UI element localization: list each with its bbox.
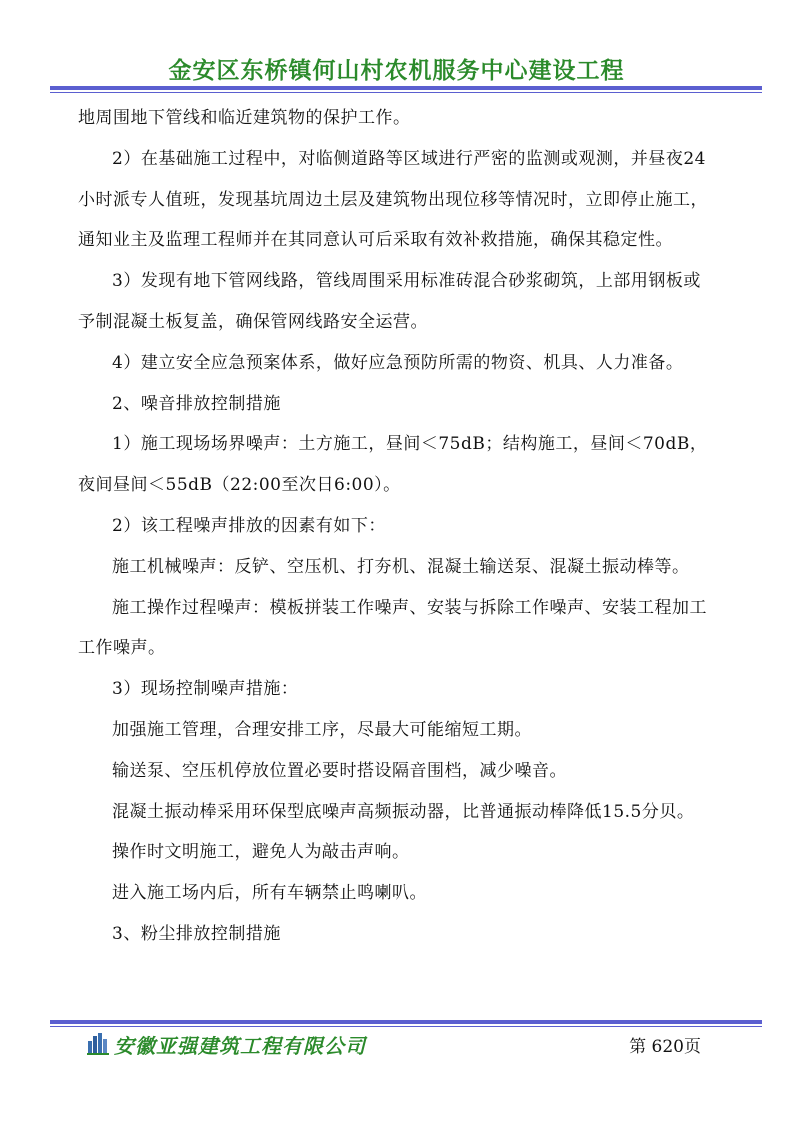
footer-rule-thick <box>50 1020 762 1024</box>
paragraph: 2）该工程噪声排放的因素有如下： <box>112 515 386 536</box>
body-text <box>78 98 718 955</box>
paragraph: 混凝土振动棒采用环保型底噪声高频振动器，比普通振动棒降低15.5分贝。 <box>112 801 695 822</box>
paragraph: 4）建立安全应急预案体系，做好应急预防所需的物资、机具、人力准备。 <box>112 352 684 373</box>
section-heading: 3、粉尘排放控制措施 <box>112 923 281 944</box>
footer-rule-thin <box>50 1026 762 1027</box>
section-heading: 2、噪音排放控制措施 <box>112 393 281 414</box>
paragraph: 3）发现有地下管网线路，管线周围采用标准砖混合砂浆砌筑，上部用钢板或予制混凝土板复盖，确保管网线路安全运营。 <box>78 271 701 332</box>
header-rule-thick <box>50 86 762 90</box>
paragraph: 地周围地下管线和临近建筑物的保护工作。 <box>78 108 411 128</box>
paragraph: 3）现场控制噪声措施： <box>112 679 299 700</box>
paragraph: 施工操作过程噪声：模板拼装工作噪声、安装与拆除工作噪声、安装工程加工工作噪声。 <box>78 597 707 659</box>
paragraph: 进入施工场内后，所有车辆禁止鸣喇叭。 <box>112 883 427 904</box>
paragraph: 加强施工管理，合理安排工序，尽最大可能缩短工期。 <box>112 719 532 740</box>
footer-company-name: 安徽亚强建筑工程有限公司 <box>114 1034 366 1058</box>
page-number: 第 620页 <box>629 1037 701 1057</box>
header-rule-thin <box>50 92 762 93</box>
paragraph: 施工机械噪声：反铲、空压机、打夯机、混凝土输送泵、混凝土振动棒等。 <box>112 556 690 577</box>
paragraph: 2）在基础施工过程中，对临侧道路等区域进行严密的监测或观测，并昼夜24小时派专人值班，发现基坑周边土层及建筑物出现位移等情况时，立即停止施工，通知业主及监理工程师并在其同意认可后采取有效补救措施，确保其稳定性。 <box>78 148 708 251</box>
paragraph: 1）施工现场场界噪声：土方施工，昼间＜75dB；结构施工，昼间＜70dB，夜间昼间＜55dB（22:00至次日6:00）。 <box>78 434 708 496</box>
header-title: 金安区东桥镇何山村农机服务中心建设工程 <box>168 58 625 84</box>
paragraph: 输送泵、空压机停放位置必要时搭设隔音围档，减少噪音。 <box>112 760 567 781</box>
company-logo-icon <box>86 1031 110 1055</box>
paragraph: 操作时文明施工，避免人为敲击声响。 <box>112 842 410 863</box>
